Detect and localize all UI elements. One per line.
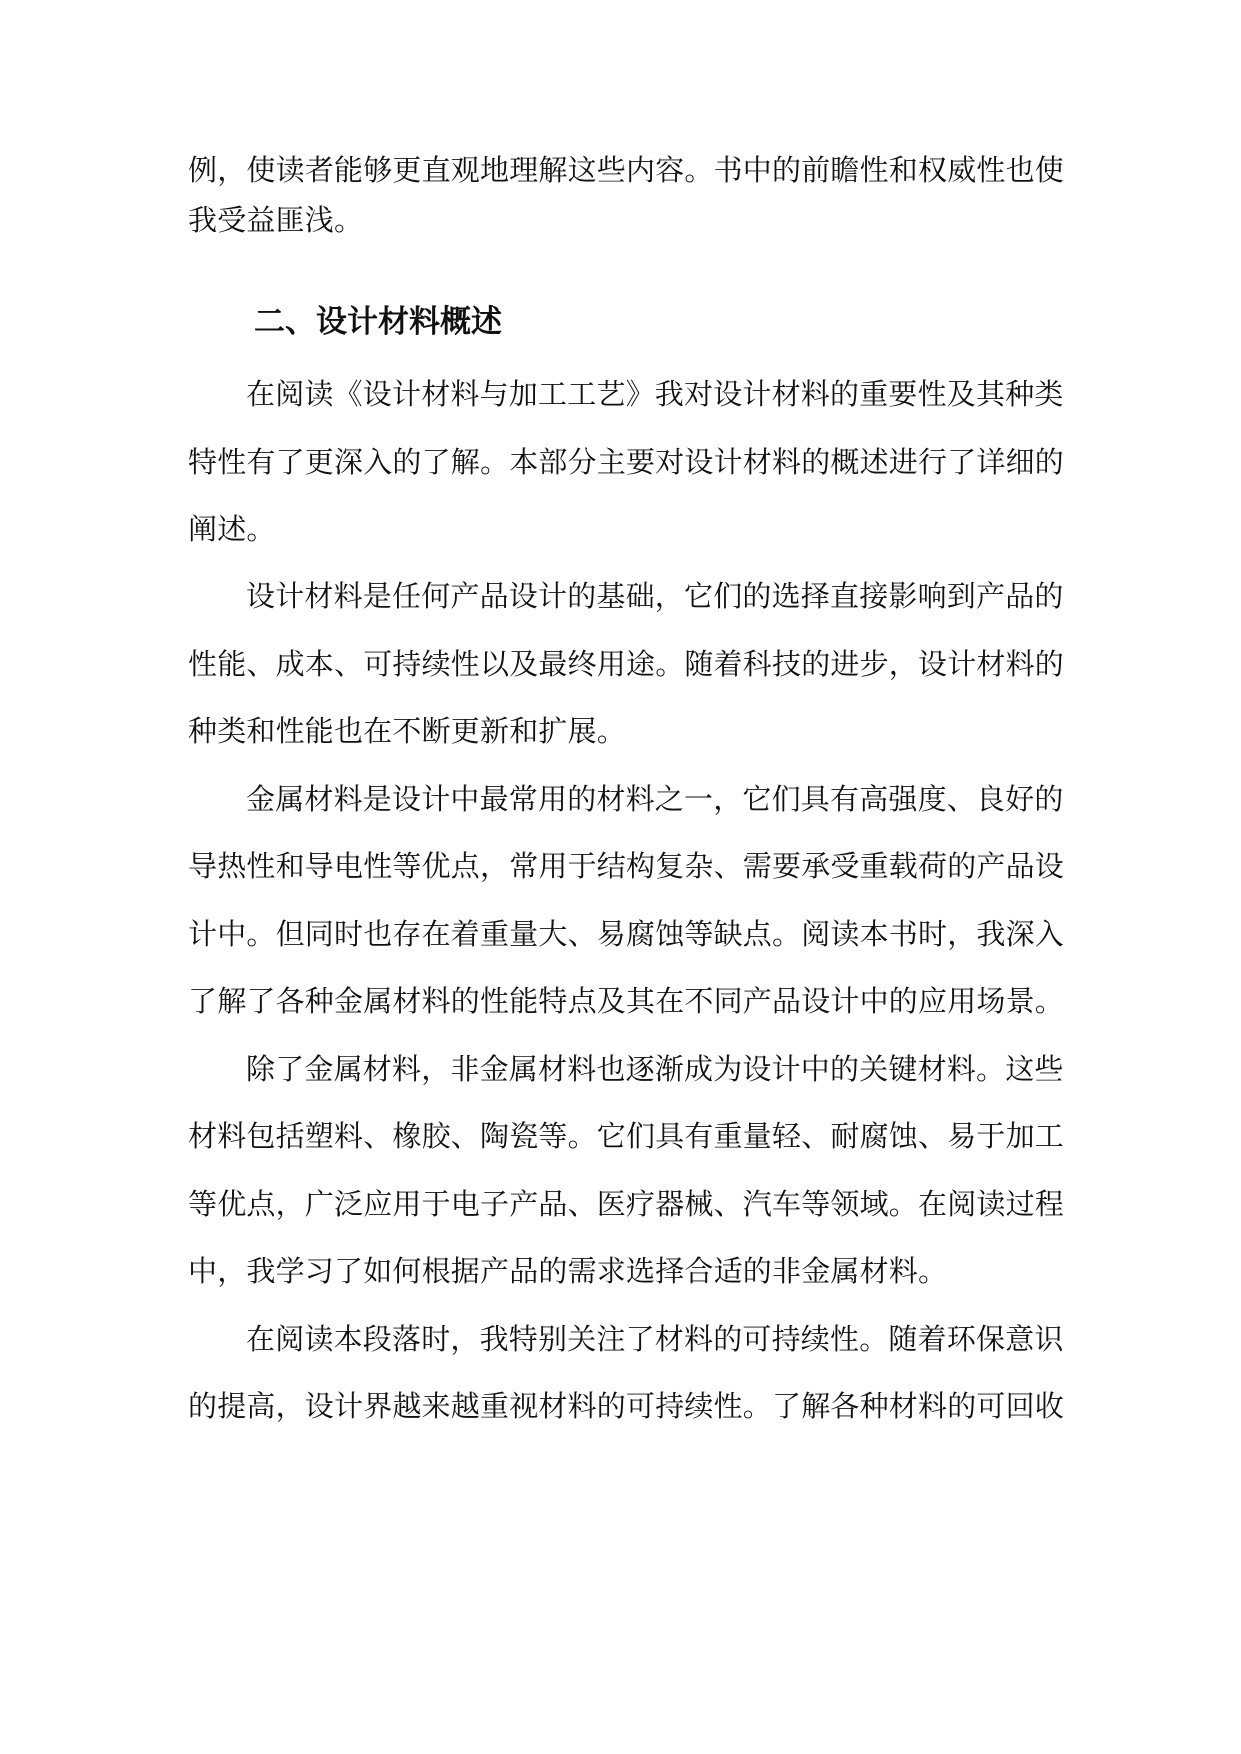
paragraph-line: 我受益匪浅。 <box>188 203 364 237</box>
paragraph-line: 种类和性能也在不断更新和扩展。 <box>188 714 627 748</box>
paragraph-line: 阐述。 <box>188 512 276 546</box>
paragraph-line: 计中。但同时也存在着重量大、易腐蚀等缺点。阅读本书时，我深入 <box>188 917 1065 951</box>
paragraph-line: 在阅读《设计材料与加工工艺》我对设计材料的重要性及其种类 <box>246 377 1064 411</box>
paragraph-line: 特性有了更深入的了解。本部分主要对设计材料的概述进行了详细的 <box>188 445 1065 479</box>
paragraph-line: 等优点，广泛应用于电子产品、医疗器械、汽车等领域。在阅读过程 <box>188 1187 1065 1221</box>
paragraph-line: 材料包括塑料、橡胶、陶瓷等。它们具有重量轻、耐腐蚀、易于加工 <box>188 1119 1065 1153</box>
paragraph-line: 中，我学习了如何根据产品的需求选择合适的非金属材料。 <box>188 1254 948 1288</box>
section-heading: 二、设计材料概述 <box>254 304 502 340</box>
paragraph-line: 金属材料是设计中最常用的材料之一，它们具有高强度、良好的 <box>246 782 1064 816</box>
paragraph-line: 在阅读本段落时，我特别关注了材料的可持续性。随着环保意识 <box>246 1322 1064 1356</box>
paragraph-line: 除了金属材料，非金属材料也逐渐成为设计中的关键材料。这些 <box>246 1052 1064 1086</box>
paragraph-line: 的提高，设计界越来越重视材料的可持续性。了解各种材料的可回收 <box>188 1389 1065 1423</box>
paragraph-line: 设计材料是任何产品设计的基础，它们的选择直接影响到产品的 <box>246 579 1064 613</box>
paragraph-line: 例，使读者能够更直观地理解这些内容。书中的前瞻性和权威性也使 <box>188 153 1065 187</box>
paragraph-line: 导热性和导电性等优点，常用于结构复杂、需要承受重载荷的产品设 <box>188 849 1065 883</box>
paragraph-line: 性能、成本、可持续性以及最终用途。随着科技的进步，设计材料的 <box>188 647 1065 681</box>
paragraph-line: 了解了各种金属材料的性能特点及其在不同产品设计中的应用场景。 <box>188 984 1065 1018</box>
